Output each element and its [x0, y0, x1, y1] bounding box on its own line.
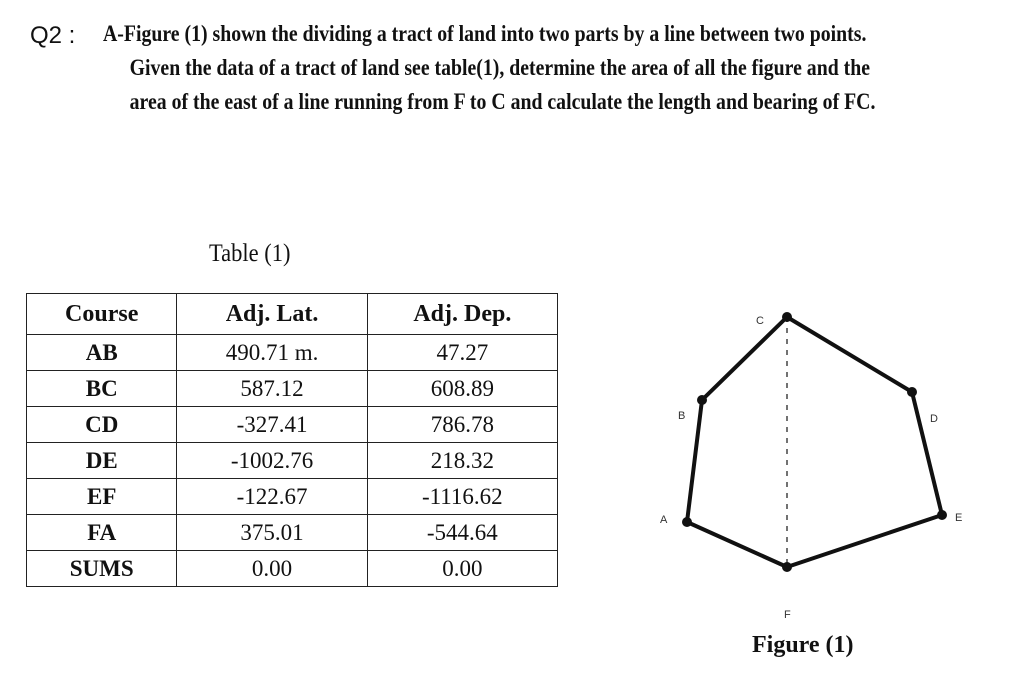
dep-cell: 0.00: [367, 551, 557, 587]
table-row: [27, 371, 558, 407]
boundary-line: [687, 317, 942, 567]
point-b-marker: [697, 395, 707, 405]
lat-cell: 587.12: [177, 371, 367, 407]
point-a-label: A: [660, 514, 668, 526]
course-cell: AB: [27, 335, 177, 371]
dep-cell: 47.27: [367, 335, 557, 371]
lat-cell: -1002.76: [177, 443, 367, 479]
point-d-marker: [907, 387, 917, 397]
traverse-table: [26, 293, 558, 587]
dep-cell: 608.89: [367, 371, 557, 407]
header-adj-dep: Adj. Dep.: [367, 294, 557, 335]
question-text: [103, 17, 877, 119]
course-cell: SUMS: [27, 551, 177, 587]
table-row: [27, 515, 558, 551]
course-cell: CD: [27, 407, 177, 443]
point-a-marker: [682, 517, 692, 527]
table-header-row: [27, 294, 558, 335]
table-row: [27, 407, 558, 443]
question-number: Q2 :: [30, 22, 76, 49]
table-row: [27, 335, 558, 371]
traverse-figure: [650, 295, 980, 625]
lat-cell: 375.01: [177, 515, 367, 551]
figure-caption: Figure (1): [752, 632, 854, 658]
point-c-marker: [782, 312, 792, 322]
header-adj-lat: Adj. Lat.: [177, 294, 367, 335]
table-sums-row: [27, 551, 558, 587]
table-row: [27, 443, 558, 479]
point-e-marker: [937, 510, 947, 520]
point-f-marker: [782, 562, 792, 572]
dep-cell: -544.64: [367, 515, 557, 551]
lat-cell: 490.71 m.: [177, 335, 367, 371]
header-course: Course: [27, 294, 177, 335]
table-title: Table (1): [209, 240, 291, 267]
dep-cell: 218.32: [367, 443, 557, 479]
point-c-label: C: [756, 315, 764, 327]
point-b-label: B: [678, 410, 686, 422]
question-line-3: area of the east of a line running from F to C and calculate the length and bearing of FC.: [129, 89, 876, 114]
table-row: [27, 479, 558, 515]
course-cell: DE: [27, 443, 177, 479]
course-cell: FA: [27, 515, 177, 551]
question-line-2: Given the data of a tract of land see table(1), determine the area of all the figure and the: [129, 55, 871, 80]
dep-cell: 786.78: [367, 407, 557, 443]
point-e-label: E: [955, 512, 963, 524]
question-line-1: A-Figure (1) shown the dividing a tract of land into two parts by a line between two points.: [103, 21, 867, 46]
dep-cell: -1116.62: [367, 479, 557, 515]
course-cell: EF: [27, 479, 177, 515]
lat-cell: 0.00: [177, 551, 367, 587]
point-d-label: D: [930, 413, 938, 425]
lat-cell: -327.41: [177, 407, 367, 443]
course-cell: BC: [27, 371, 177, 407]
lat-cell: -122.67: [177, 479, 367, 515]
point-f-label: F: [784, 609, 791, 621]
